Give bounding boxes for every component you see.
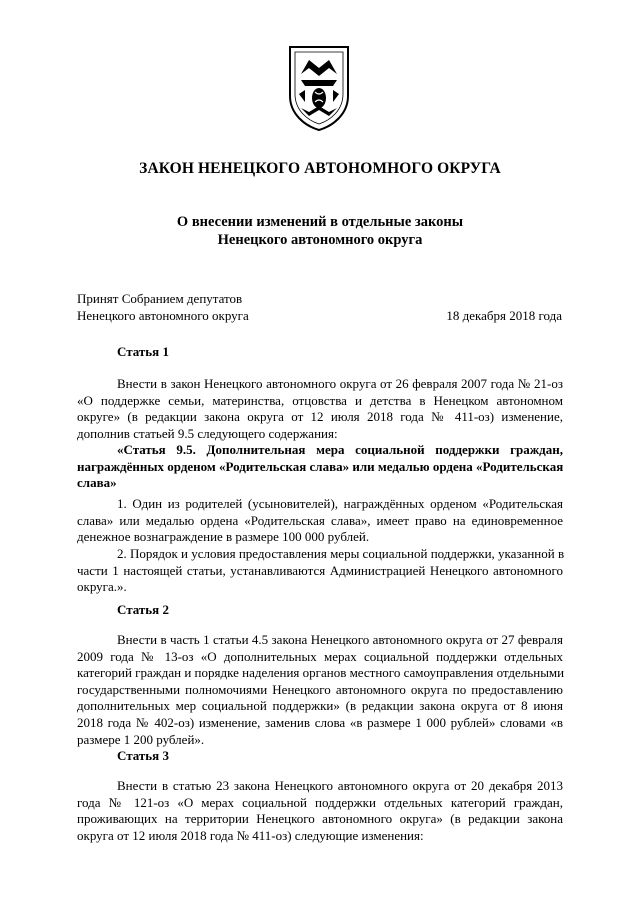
article-9-5-point-2 bbox=[77, 546, 563, 596]
text-line: Внести в закон Ненецкого автономного округа от 26 февраля 2007 года № 21-оз bbox=[117, 376, 563, 391]
text-line: 2. Порядок и условия предоставления меры социальной поддержки, указанной в bbox=[117, 546, 565, 561]
text-line: Внести в часть 1 статьи 4.5 закона Ненецкого автономного округа от 27 февраля bbox=[117, 632, 563, 647]
article-2-heading: Статья 2 bbox=[117, 602, 169, 617]
subtitle-line: О внесении изменений в отдельные законы bbox=[176, 214, 464, 230]
article-3-heading: Статья 3 bbox=[117, 748, 169, 763]
text-line: награждённых орденом «Родительская слава» или медалью ордена «Родительская bbox=[77, 458, 564, 474]
text-line: округа от 12 июля 2018 года № 411-оз) следующие изменения: bbox=[77, 827, 424, 843]
article-1-intro bbox=[77, 376, 563, 442]
subtitle-line: Ненецкого автономного округа bbox=[217, 232, 423, 248]
adopted-line: Ненецкого автономного округа bbox=[77, 308, 249, 323]
article-1-heading: Статья 1 bbox=[117, 344, 169, 359]
text-line: округе» (в редакции закона округа от 12 июля 2018 года № 411-оз) изменение, bbox=[77, 409, 563, 425]
text-line: «Статья 9.5. Дополнительная мера социальной поддержки граждан, bbox=[117, 442, 563, 457]
text-line: дополнив статьей 9.5 следующего содержания: bbox=[77, 425, 338, 441]
article-9-5-point-1 bbox=[77, 496, 563, 546]
text-line: 2018 года № 402-оз) изменение, заменив слова «в размере 1 000 рублей» словами «в bbox=[77, 714, 563, 730]
text-line: части 1 настоящей статьи, устанавливаются Администрацией Ненецкого автономного bbox=[77, 562, 563, 578]
text-line: слава» или медалью ордена «Родительская слава», имеет право на единовременное bbox=[77, 512, 563, 528]
coat-of-arms-emblem bbox=[287, 44, 351, 132]
text-line: 1. Один из родителей (усыновителей), награждённых орденом «Родительская bbox=[117, 496, 563, 511]
adopted-date: 18 декабря 2018 года bbox=[446, 308, 562, 323]
article-2-body bbox=[77, 632, 563, 748]
text-line: округа.». bbox=[77, 579, 127, 595]
text-line: Внести в статью 23 закона Ненецкого автономного округа от 20 декабря 2013 bbox=[117, 778, 563, 793]
law-title: ЗАКОН НЕНЕЦКОГО АВТОНОМНОГО ОКРУГА bbox=[139, 160, 501, 177]
adopted-by bbox=[77, 290, 249, 324]
text-line: размере 1 200 рублей». bbox=[77, 731, 205, 747]
text-line: государственными полномочиями Ненецкого автономного округа по предоставлению bbox=[77, 681, 563, 697]
text-line: проживающих на территории Ненецкого автономного округа» (в редакции закона bbox=[77, 811, 563, 827]
article-9-5-heading bbox=[77, 442, 563, 492]
text-line: года № 121-оз «О мерах социальной поддержки отдельных категорий граждан, bbox=[77, 794, 563, 810]
text-line: категорий граждан и порядке наделения органов местного самоуправления отдельными bbox=[77, 665, 565, 681]
law-subtitle bbox=[0, 213, 640, 249]
adopted-line: Принят Собранием депутатов bbox=[77, 291, 243, 306]
text-line: денежное вознаграждение в размере 100 000 рублей. bbox=[77, 529, 370, 545]
article-3-body bbox=[77, 778, 563, 844]
text-line: «О поддержке семьи, материнства, отцовства и детства в Ненецком автономном bbox=[77, 392, 563, 408]
text-line: дополнительных мер социальной поддержки» (в редакции закона округа от 8 июня bbox=[77, 698, 563, 714]
text-line: 2009 года № 13-оз «О дополнительных мерах социальной поддержки отдельных bbox=[77, 648, 563, 664]
text-line: слава» bbox=[77, 475, 117, 491]
